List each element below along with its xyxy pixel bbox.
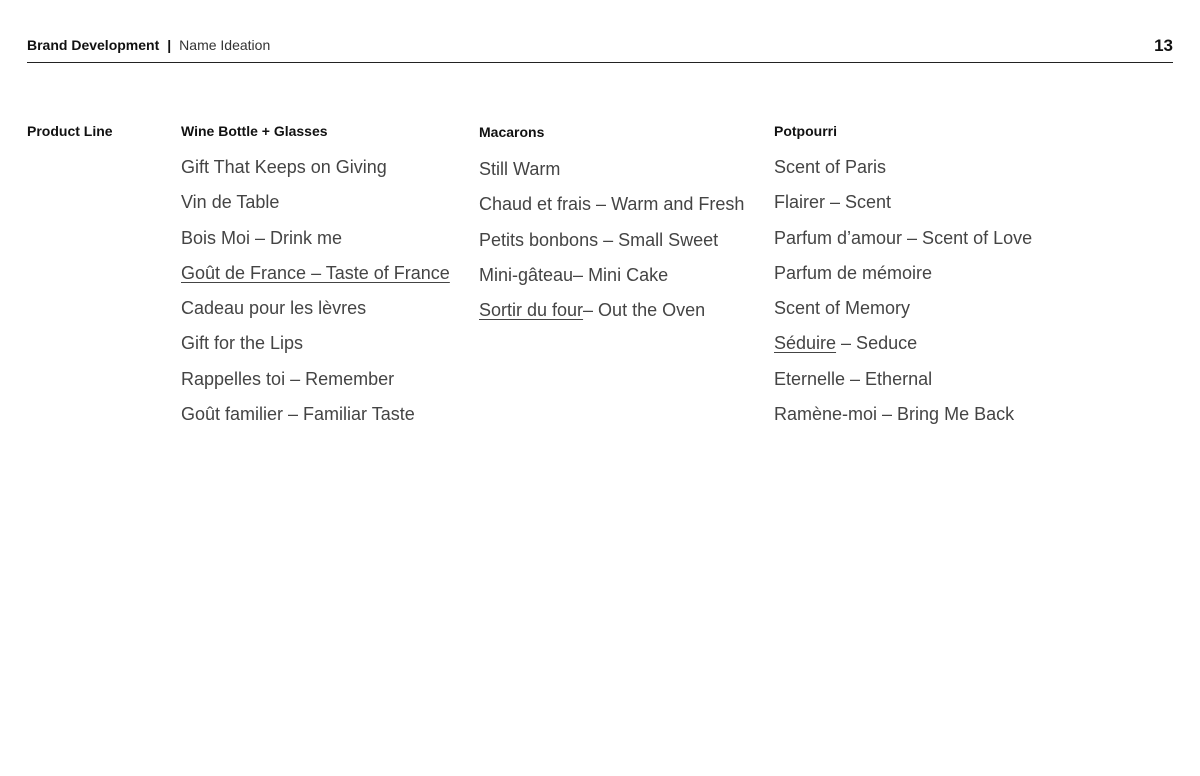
breadcrumb-separator: | bbox=[167, 37, 172, 53]
name-text: Scent of Memory bbox=[774, 298, 911, 319]
name-text: Petits bonbons – Small Sweet bbox=[479, 229, 719, 250]
name-text: Flairer – Scent bbox=[774, 192, 892, 213]
name-list-item bbox=[774, 256, 1032, 291]
name-list-item bbox=[181, 221, 450, 256]
breadcrumb bbox=[27, 37, 270, 53]
page-number: 13 bbox=[1154, 36, 1173, 55]
name-list-item bbox=[181, 185, 450, 220]
name-text: Still Warm bbox=[479, 159, 561, 179]
name-list-item bbox=[181, 291, 450, 326]
name-text: Gift for the Lips bbox=[181, 333, 304, 354]
name-list-item bbox=[181, 150, 450, 185]
name-list-item bbox=[181, 256, 450, 291]
underlined-name: Goût de France – Taste of France bbox=[181, 262, 450, 283]
wine-column-heading: Wine Bottle + Glasses bbox=[181, 123, 328, 139]
name-list-item bbox=[181, 326, 450, 361]
name-list-item bbox=[479, 187, 744, 222]
name-text: Parfum de mémoire bbox=[774, 262, 933, 283]
name-text: Ramène-moi – Bring Me Back bbox=[774, 404, 1015, 425]
name-list-item bbox=[774, 397, 1032, 432]
name-text: Eternelle – Ethernal bbox=[774, 368, 933, 389]
name-text: Scent of Paris bbox=[774, 157, 887, 177]
name-text: Mini-gâteau– Mini Cake bbox=[479, 264, 669, 285]
wine-column bbox=[181, 123, 450, 432]
page-header bbox=[27, 34, 1173, 63]
underlined-name: Sortir du four bbox=[479, 300, 584, 321]
name-list-item bbox=[774, 221, 1032, 256]
name-list-item bbox=[774, 291, 1032, 326]
wine-name-list bbox=[181, 150, 450, 432]
name-text: Vin de Table bbox=[181, 192, 280, 213]
name-text: Gift That Keeps on Giving bbox=[181, 157, 387, 177]
name-list-item bbox=[181, 397, 450, 432]
macarons-column bbox=[479, 123, 744, 328]
macarons-name-list bbox=[479, 152, 744, 328]
name-list-item bbox=[774, 362, 1032, 397]
name-list-item bbox=[774, 150, 1032, 185]
name-text: – Seduce bbox=[836, 333, 918, 354]
name-text: Bois Moi – Drink me bbox=[181, 227, 343, 248]
macarons-column-heading: Macarons bbox=[479, 124, 545, 140]
breadcrumb-subsection: Name Ideation bbox=[179, 37, 271, 53]
name-list-item bbox=[479, 152, 744, 187]
potpourri-name-list bbox=[774, 150, 1032, 432]
name-list-item bbox=[479, 293, 744, 328]
name-text: Cadeau pour les lèvres bbox=[181, 298, 367, 319]
name-text: Parfum d’amour – Scent of Love bbox=[774, 227, 1033, 248]
name-text: – Out the Oven bbox=[583, 300, 706, 321]
name-text: Goût familier – Familiar Taste bbox=[181, 404, 415, 425]
name-text: Rappelles toi – Remember bbox=[181, 368, 395, 389]
name-list-item bbox=[774, 185, 1032, 220]
name-text: Chaud et frais – Warm and Fresh bbox=[479, 194, 745, 215]
row-label-column bbox=[27, 123, 113, 145]
breadcrumb-section: Brand Development bbox=[27, 37, 160, 53]
name-list-item bbox=[479, 258, 744, 293]
name-list-item bbox=[479, 223, 744, 258]
row-label: Product Line bbox=[27, 123, 113, 139]
name-list-item bbox=[181, 362, 450, 397]
potpourri-column-heading: Potpourri bbox=[774, 123, 837, 139]
name-list-item bbox=[774, 326, 1032, 361]
potpourri-column bbox=[774, 123, 1032, 432]
underlined-name: Séduire bbox=[774, 333, 837, 354]
